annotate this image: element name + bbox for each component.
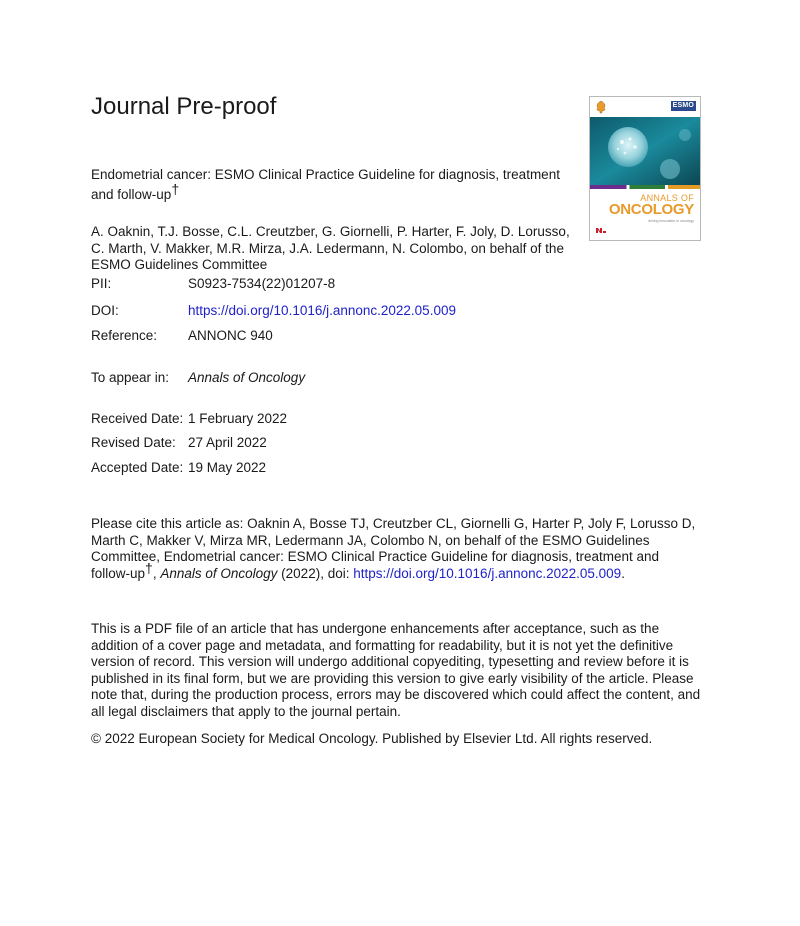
disclaimer-paragraph: This is a PDF file of an article that has undergone enhancements after acceptance, such as the addition of a cover page and metadata, and formatting for readability, but it is not yet the definitive version of record. This version will undergo additional copyediting, typesetting and review before it is published in its final form, but we are providing this version to give early visibility of the article. Please note that, during the production process, errors may be discovered which could affect the content, and all legal disclaimers that apply to the journal pertain.: [91, 621, 701, 719]
received-date-value: 1 February 2022: [188, 411, 288, 426]
accepted-date-row: [91, 459, 266, 477]
doi-label: DOI:: [91, 303, 119, 318]
cover-illustration: [590, 117, 700, 185]
copyright-notice: © 2022 European Society for Medical Oncology. Published by Elsevier Ltd. All rights reserved.: [91, 731, 653, 746]
pii-value: S0923-7534(22)01207-8: [188, 276, 336, 291]
appear-in-journal: Annals of Oncology: [188, 370, 306, 385]
cover-tagline: driving innovation in oncology: [648, 219, 694, 223]
revised-date-row: [91, 434, 267, 452]
citation-dagger: †: [145, 559, 153, 576]
citation-doi-link[interactable]: https://doi.org/10.1016/j.annonc.2022.05.009: [353, 565, 622, 581]
pii-row: [91, 275, 335, 293]
reference-value: ANNONC 940: [188, 328, 273, 343]
author-list: A. Oaknin, T.J. Bosse, C.L. Creutzber, G. Giornelli, P. Harter, F. Joly, D. Lorusso, C. Marth, V. Makker, M.R. Mirza, J.A. Ledermann, N. Colombo, on behalf of the ESMO Guidelines Committee: [91, 224, 570, 272]
cover-color-bar: [590, 185, 700, 189]
citation-comma: ,: [152, 565, 161, 581]
appear-in-row: [91, 369, 305, 387]
reference-label: Reference:: [91, 328, 158, 343]
journal-cover-thumbnail: [589, 96, 701, 241]
accepted-date-label: Accepted Date:: [91, 460, 184, 475]
citation-period: .: [621, 565, 625, 581]
accepted-date-value: 19 May 2022: [188, 460, 267, 475]
cover-journal-name-small: ANNALS OF: [640, 193, 694, 203]
pii-label: PII:: [91, 276, 112, 291]
article-title-dagger: †: [171, 181, 180, 197]
doi-row: [91, 302, 456, 320]
cover-publisher-mark-icon: [595, 227, 607, 234]
citation-year-doi: (2022), doi:: [277, 565, 354, 581]
esmo-logo: ESMO: [672, 102, 694, 109]
cover-topbar: [590, 97, 700, 117]
citation-paragraph: [91, 516, 696, 582]
reference-row: [91, 327, 273, 345]
article-title: [91, 165, 581, 205]
received-date-row: [91, 410, 287, 428]
citation-journal: Annals of Oncology: [160, 565, 278, 581]
cover-journal-name-large: ONCOLOGY: [608, 201, 694, 218]
revised-date-label: Revised Date:: [91, 435, 176, 450]
appear-in-label: To appear in:: [91, 370, 170, 385]
elsevier-tree-icon: [594, 100, 608, 114]
journal-preproof-heading: Journal Pre-proof: [91, 93, 277, 120]
article-title-text: Endometrial cancer: ESMO Clinical Practice Guideline for diagnosis, treatment and follow-up: [91, 167, 560, 202]
revised-date-value: 27 April 2022: [188, 435, 267, 450]
citation-text: Please cite this article as: Oaknin A, Bosse TJ, Creutzber CL, Giornelli G, Harter P, Joly F, Lorusso D, Marth C, Makker V, Mirza MR, Ledermann JA, Colombo N, on behalf of the ESMO Guidelines Committee, Endometrial cancer: ESMO Clinical Practice Guideline for diagnosis, treatment and follow-up: [91, 516, 696, 581]
doi-link[interactable]: https://doi.org/10.1016/j.annonc.2022.05.009: [188, 303, 456, 318]
received-date-label: Received Date:: [91, 411, 184, 426]
